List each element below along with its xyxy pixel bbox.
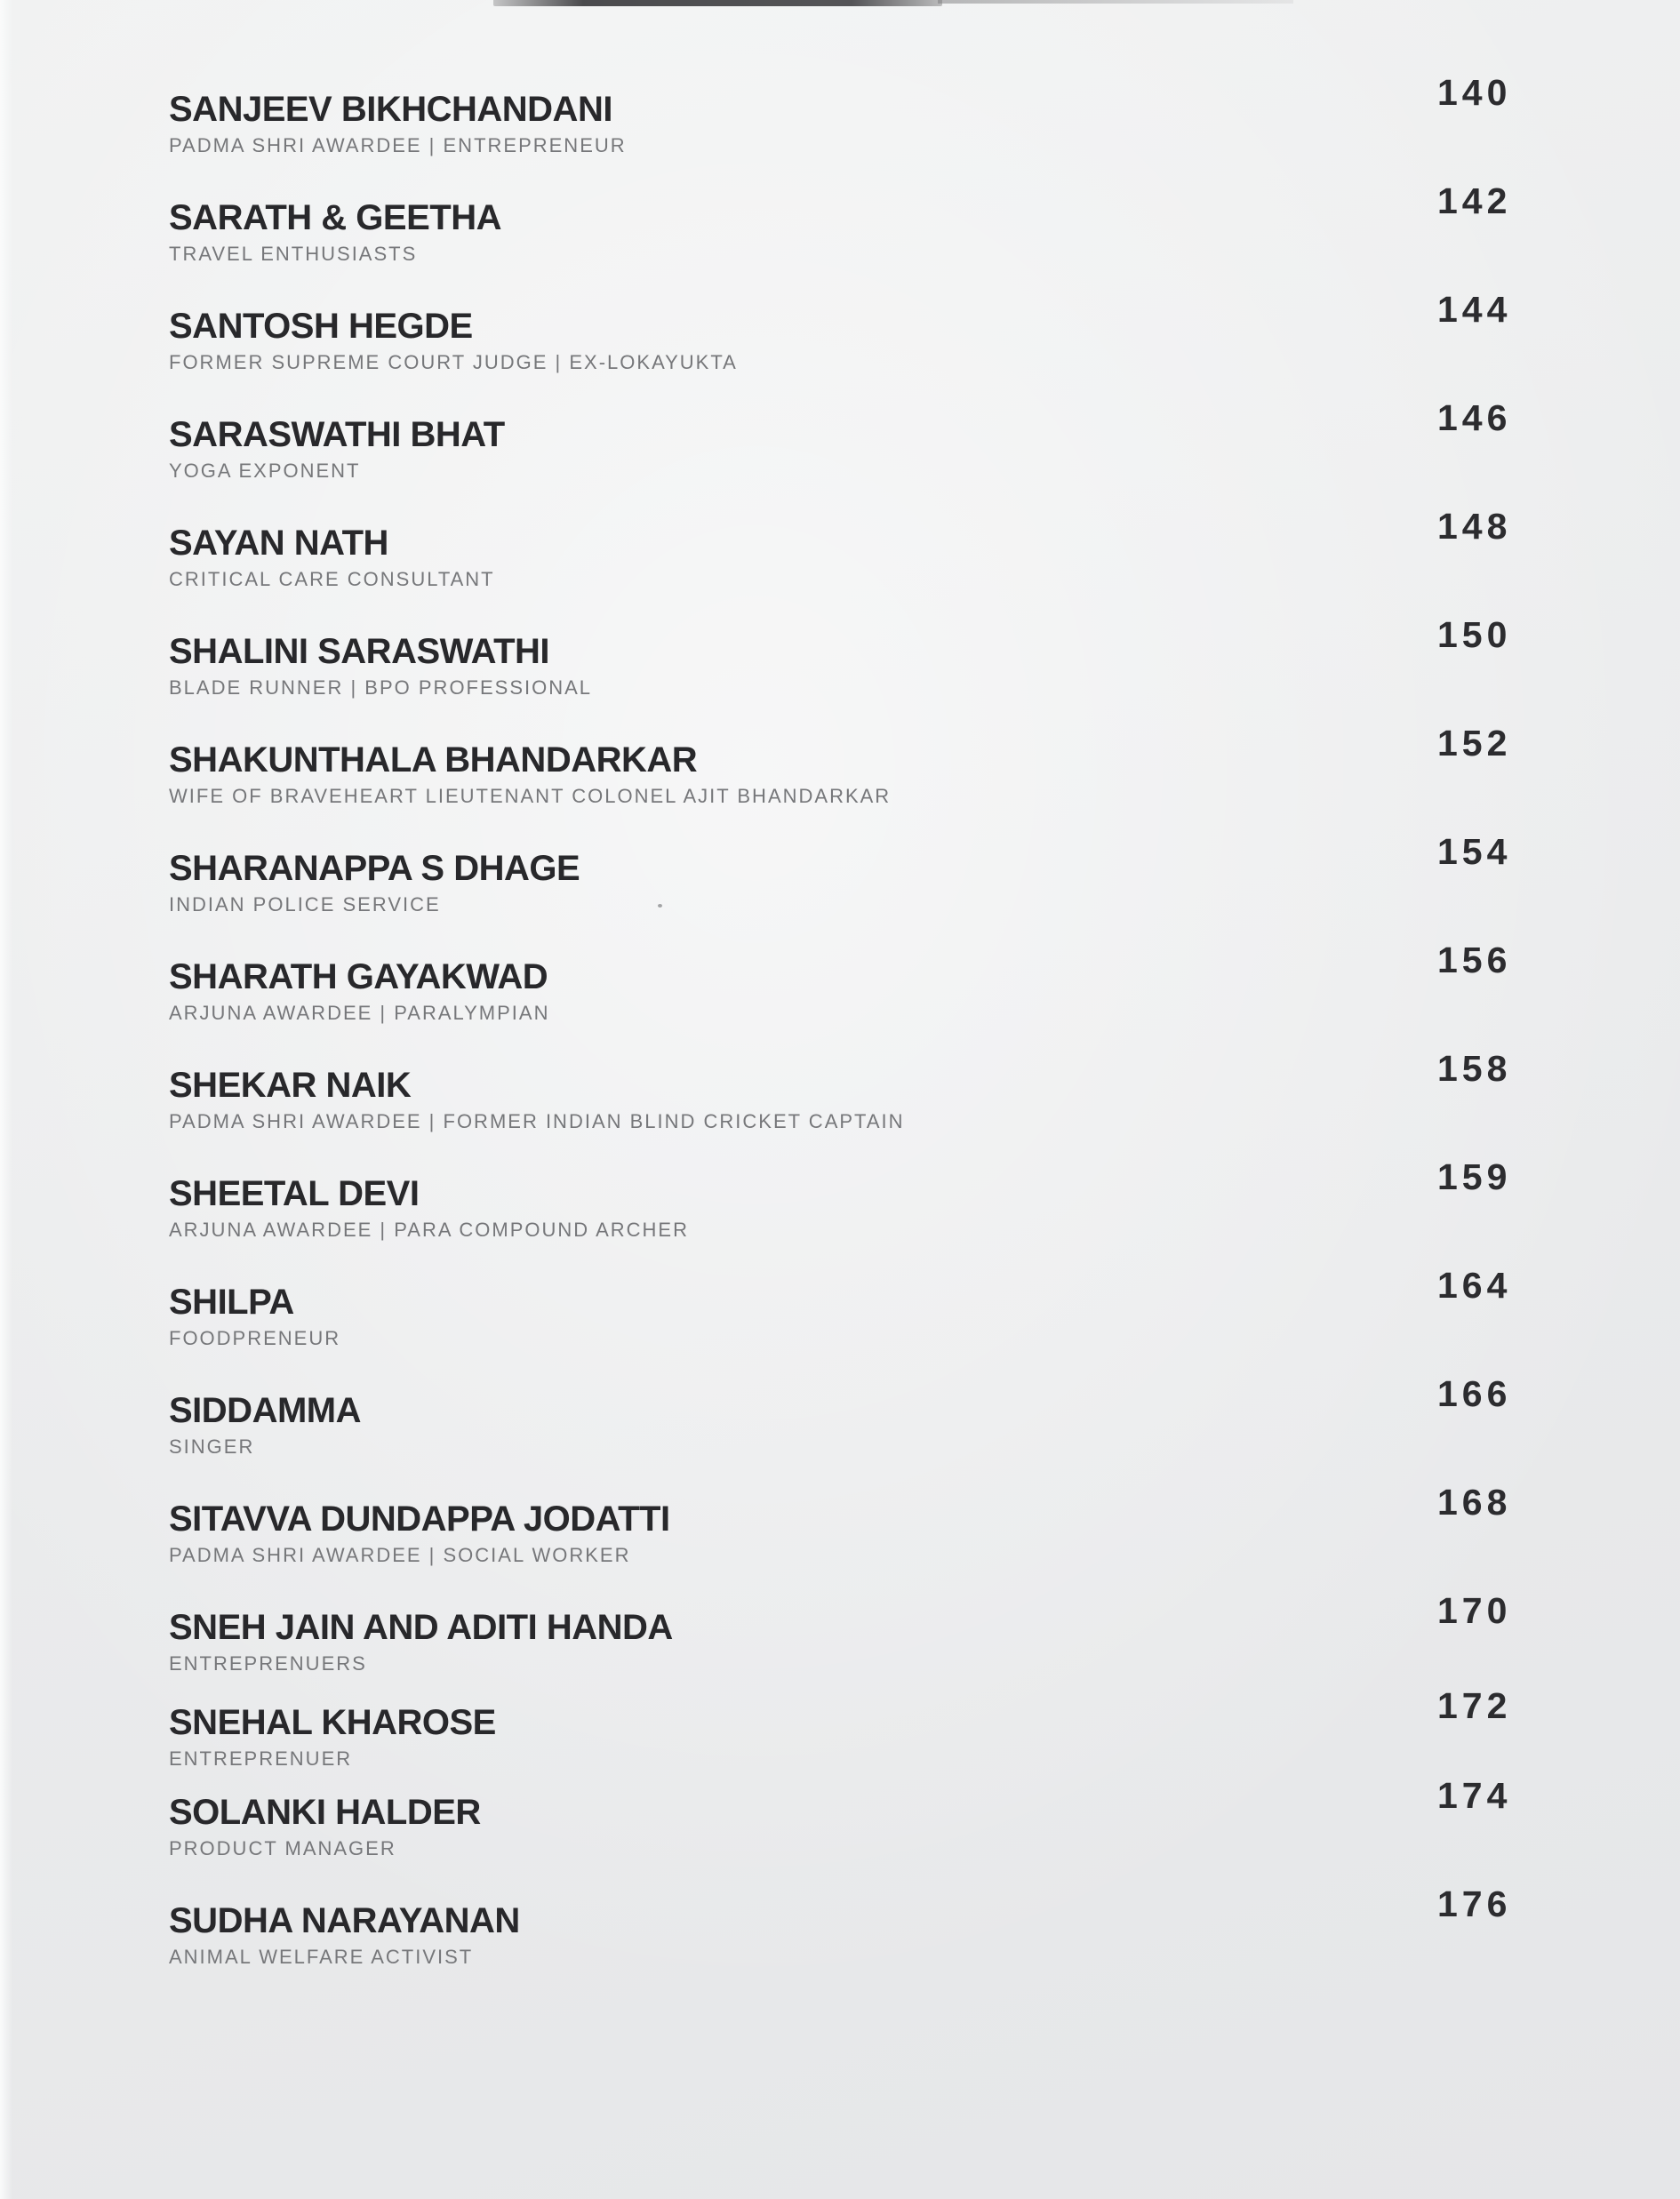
toc-entry [169, 940, 1512, 1028]
entry-subtitle: FORMER SUPREME COURT JUDGE | EX-LOKAYUKTA [169, 351, 738, 373]
scan-surface-top-edge-faint [938, 0, 1293, 4]
entry-subtitle: ANIMAL WELFARE ACTIVIST [169, 1946, 474, 1968]
entry-subtitle: WIFE OF BRAVEHEART LIEUTENANT COLONEL AJIT BHANDARKAR [169, 785, 892, 807]
entry-name: SUDHA NARAYANAN [169, 1901, 520, 1940]
toc-entry [169, 180, 1512, 268]
entry-page-number: 152 [1437, 723, 1512, 764]
scan-surface-top-edge [493, 0, 942, 6]
entry-page-number: 156 [1437, 940, 1512, 980]
entry-name: SHARATH GAYAKWAD [169, 957, 548, 996]
entry-name: SARATH & GEETHA [169, 198, 501, 237]
toc-entry [169, 397, 1512, 485]
entry-name: SAYAN NATH [169, 524, 388, 563]
toc-entry [169, 1373, 1512, 1461]
entry-page-number: 158 [1437, 1048, 1512, 1089]
page-left-edge-highlight [0, 0, 12, 2199]
entry-subtitle: ENTREPRENUER [169, 1747, 353, 1770]
toc-entry [169, 614, 1512, 702]
toc-entry [169, 72, 1512, 160]
entry-subtitle: TRAVEL ENTHUSIASTS [169, 243, 418, 265]
entry-page-number: 174 [1437, 1775, 1512, 1816]
entry-subtitle: FOODPRENEUR [169, 1327, 341, 1349]
entry-subtitle: SINGER [169, 1435, 255, 1458]
toc-list [169, 72, 1512, 2009]
entry-subtitle: YOGA EXPONENT [169, 460, 361, 482]
entry-subtitle: ARJUNA AWARDEE | PARA COMPOUND ARCHER [169, 1219, 689, 1241]
entry-name: SANJEEV BIKHCHANDANI [169, 90, 612, 129]
entry-name: SHARANAPPA S DHAGE [169, 849, 580, 888]
entry-name: SHEETAL DEVI [169, 1174, 420, 1213]
entry-page-number: 144 [1437, 289, 1512, 330]
toc-entry [169, 1156, 1512, 1244]
entry-name: SOLANKI HALDER [169, 1793, 481, 1832]
entry-name: SANTOSH HEGDE [169, 307, 473, 346]
entry-page-number: 166 [1437, 1373, 1512, 1414]
toc-entry [169, 723, 1512, 811]
entry-subtitle: CRITICAL CARE CONSULTANT [169, 568, 495, 590]
entry-name: SITAVVA DUNDAPPA JODATTI [169, 1499, 670, 1539]
entry-name: SNEHAL KHAROSE [169, 1703, 496, 1742]
entry-subtitle: PADMA SHRI AWARDEE | FORMER INDIAN BLIND CRICKET CAPTAIN [169, 1110, 905, 1132]
entry-name: SHAKUNTHALA BHANDARKAR [169, 740, 698, 780]
entry-subtitle: INDIAN POLICE SERVICE [169, 893, 441, 916]
entry-page-number: 172 [1437, 1685, 1512, 1726]
entry-page-number: 168 [1437, 1482, 1512, 1523]
entry-subtitle: ARJUNA AWARDEE | PARALYMPIAN [169, 1002, 550, 1024]
entry-page-number: 142 [1437, 180, 1512, 221]
entry-page-number: 164 [1437, 1265, 1512, 1306]
toc-entry [169, 831, 1512, 919]
entry-page-number: 170 [1437, 1590, 1512, 1631]
toc-entry [169, 1048, 1512, 1136]
entry-page-number: 148 [1437, 506, 1512, 547]
entry-page-number: 154 [1437, 831, 1512, 872]
toc-entry [169, 1482, 1512, 1570]
entry-name: SHEKAR NAIK [169, 1066, 412, 1105]
entry-name: SHILPA [169, 1283, 294, 1322]
toc-entry [169, 506, 1512, 594]
entry-name: SHALINI SARASWATHI [169, 632, 550, 671]
entry-subtitle: PADMA SHRI AWARDEE | SOCIAL WORKER [169, 1544, 631, 1566]
toc-entry [169, 1590, 1512, 1678]
toc-entry [169, 1775, 1512, 1863]
toc-entry [169, 1883, 1512, 1971]
entry-subtitle: BLADE RUNNER | BPO PROFESSIONAL [169, 676, 593, 699]
toc-entry [169, 1685, 1512, 1773]
dust-speck [658, 904, 662, 908]
toc-entry [169, 289, 1512, 377]
entry-subtitle: ENTREPRENUERS [169, 1652, 367, 1675]
entry-page-number: 146 [1437, 397, 1512, 438]
entry-name: SNEH JAIN AND ADITI HANDA [169, 1608, 673, 1647]
entry-page-number: 159 [1437, 1156, 1512, 1197]
entry-name: SIDDAMMA [169, 1391, 361, 1430]
entry-subtitle: PADMA SHRI AWARDEE | ENTREPRENEUR [169, 134, 627, 156]
toc-entry [169, 1265, 1512, 1353]
entry-page-number: 176 [1437, 1883, 1512, 1924]
entry-subtitle: PRODUCT MANAGER [169, 1837, 396, 1859]
entry-name: SARASWATHI BHAT [169, 415, 505, 454]
entry-page-number: 150 [1437, 614, 1512, 655]
entry-page-number: 140 [1437, 72, 1512, 113]
